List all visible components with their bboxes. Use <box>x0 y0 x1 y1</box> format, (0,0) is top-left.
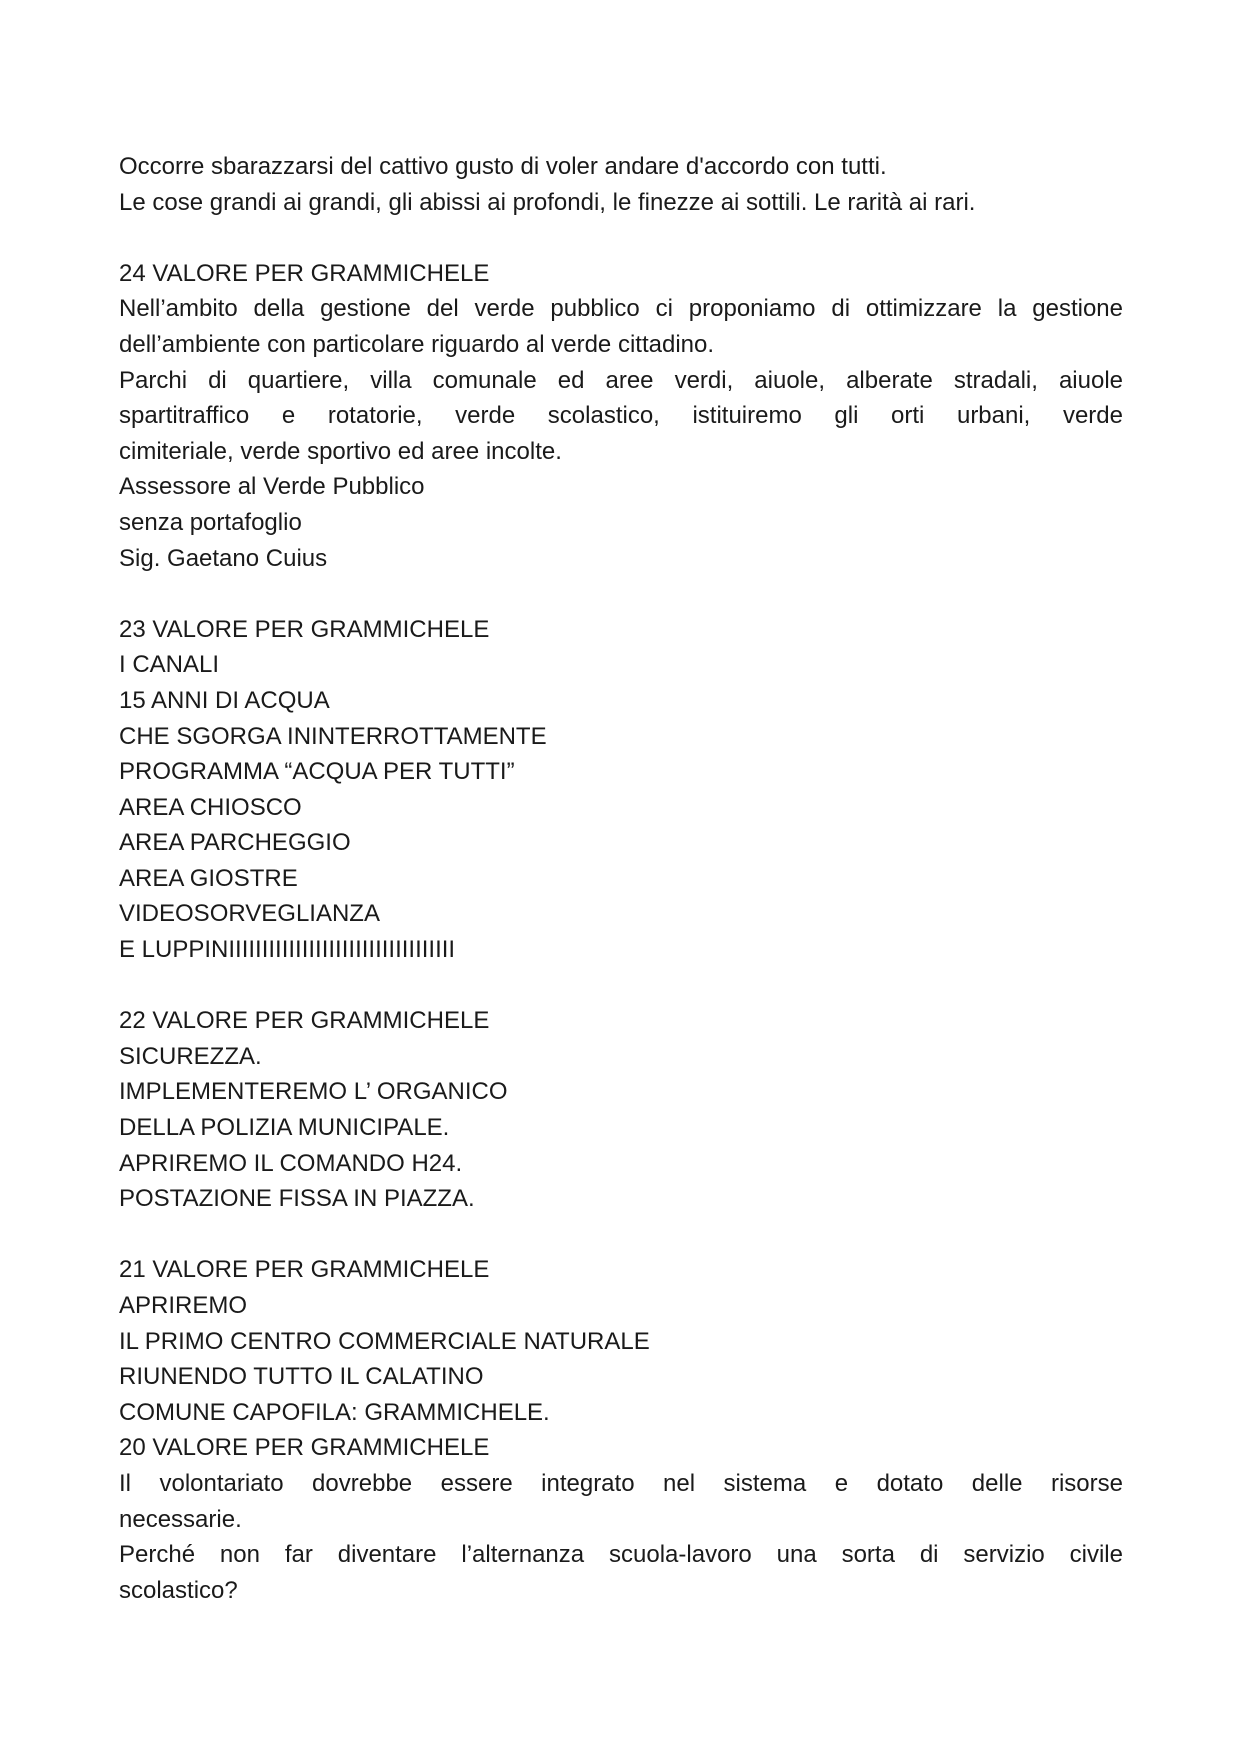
section-24-paragraph-2-line-2: spartitraffico e rotatorie, verde scolastico, istituiremo gli orti urbani, verde <box>119 402 1123 430</box>
section-23-line: E LUPPINIIIIIIIIIIIIIIIIIIIIIIIIIIIIIIIIII <box>119 936 456 964</box>
section-21-line: COMUNE CAPOFILA: GRAMMICHELE. <box>119 1398 550 1426</box>
section-21-line: RIUNENDO TUTTO IL CALATINO <box>119 1363 484 1391</box>
blank-line <box>119 576 1123 612</box>
section-21-heading: 21 VALORE PER GRAMMICHELE <box>119 1256 490 1284</box>
section-23-line: VIDEOSORVEGLIANZA <box>119 900 380 928</box>
section-23-line: I CANALI <box>119 651 220 679</box>
section-22-line: DELLA POLIZIA MUNICIPALE. <box>119 1114 450 1142</box>
section-24-paragraph-1-line-1: Nell’ambito della gestione del verde pubblico ci proponiamo di ottimizzare la gestione <box>119 295 1123 323</box>
section-22-line: APRIREMO IL COMANDO H24. <box>119 1149 463 1177</box>
section-22-heading: 22 VALORE PER GRAMMICHELE <box>119 1007 490 1035</box>
section-24-signature-note: senza portafoglio <box>119 508 302 536</box>
blank-line <box>119 220 1123 256</box>
document-body <box>119 149 1123 1608</box>
section-24-signature-role: Assessore al Verde Pubblico <box>119 473 425 501</box>
intro-line-2: Le cose grandi ai grandi, gli abissi ai profondi, le finezze ai sottili. Le rarità ai rari. <box>119 188 976 216</box>
section-23-heading: 23 VALORE PER GRAMMICHELE <box>119 615 490 643</box>
section-23-line: AREA CHIOSCO <box>119 793 302 821</box>
section-20-paragraph-1-line-2: necessarie. <box>119 1505 242 1533</box>
section-24-paragraph-2-line-1: Parchi di quartiere, villa comunale ed aree verdi, aiuole, alberate stradali, aiuole <box>119 366 1123 394</box>
section-20-paragraph-1-line-1: Il volontariato dovrebbe essere integrato nel sistema e dotato delle risorse <box>119 1469 1123 1497</box>
intro-line-1: Occorre sbarazzarsi del cattivo gusto di voler andare d'accordo con tutti. <box>119 153 887 180</box>
section-22-line: POSTAZIONE FISSA IN PIAZZA. <box>119 1185 475 1213</box>
section-21-line: IL PRIMO CENTRO COMMERCIALE NATURALE <box>119 1327 650 1355</box>
section-21-line: APRIREMO <box>119 1292 248 1319</box>
section-20-heading: 20 VALORE PER GRAMMICHELE <box>119 1434 490 1462</box>
section-23-line: 15 ANNI DI ACQUA <box>119 686 330 714</box>
blank-line <box>119 1217 1123 1253</box>
section-24-signature-name: Sig. Gaetano Cuius <box>119 544 328 572</box>
section-23-line: CHE SGORGA ININTERROTTAMENTE <box>119 722 547 750</box>
section-23-line: PROGRAMMA “ACQUA PER TUTTI” <box>119 758 515 786</box>
section-23-line: AREA GIOSTRE <box>119 864 298 892</box>
blank-line <box>119 968 1123 1004</box>
section-24-paragraph-2-line-3: cimiteriale, verde sportivo ed aree incolte. <box>119 437 562 465</box>
section-20-paragraph-2-line-2: scolastico? <box>119 1576 238 1604</box>
section-22-line: SICUREZZA. <box>119 1042 262 1070</box>
section-24-heading: 24 VALORE PER GRAMMICHELE <box>119 259 490 287</box>
section-22-line: IMPLEMENTEREMO L’ ORGANICO <box>119 1078 508 1106</box>
section-23-line: AREA PARCHEGGIO <box>119 829 351 857</box>
section-24-paragraph-1-line-2: dell’ambiente con particolare riguardo al verde cittadino. <box>119 330 715 358</box>
section-20-paragraph-2-line-1: Perché non far diventare l’alternanza scuola-lavoro una sorta di servizio civile <box>119 1541 1123 1569</box>
